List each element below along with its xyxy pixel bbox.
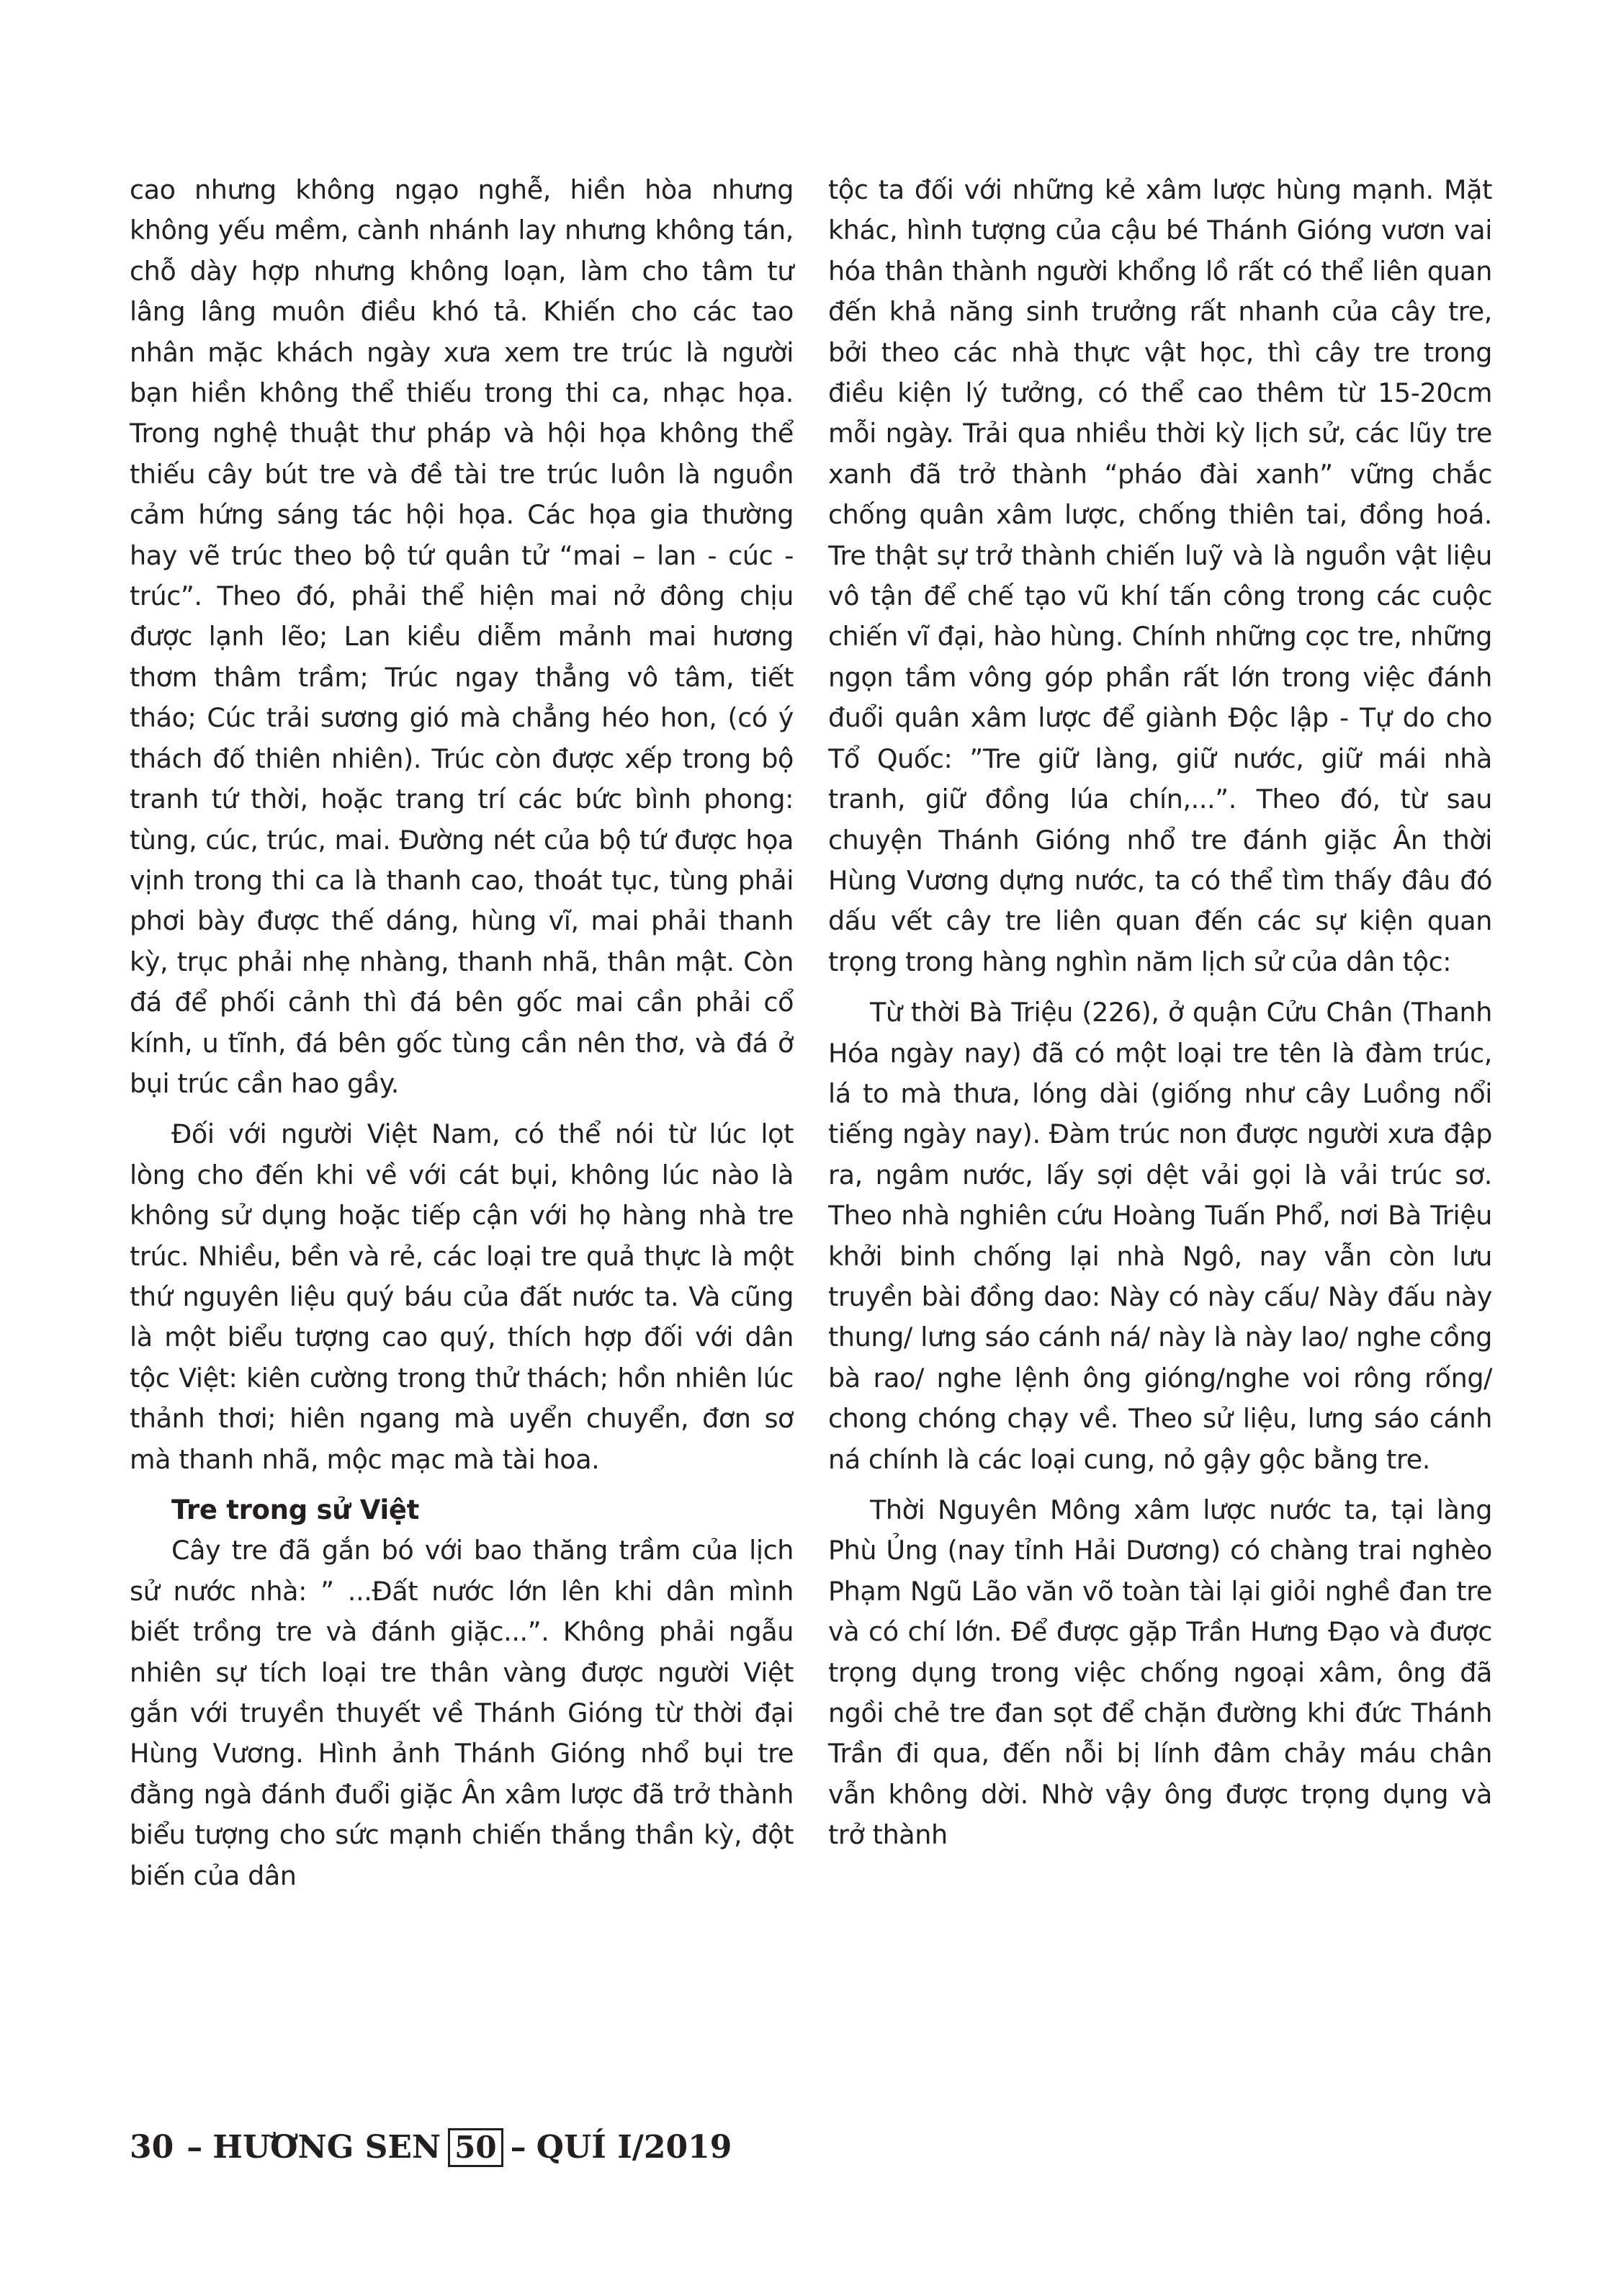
paragraph: Đối với người Việt Nam, có thể nói từ lúc lọt lòng cho đến khi về với cát bụi, không lúc nào là không sử dụng hoặc tiếp cận với họ hàng nhà tre trúc. Nhiều, bền và rẻ, các loại tre quả thực là một thứ nguyên liệu quý báu của đất nước ta. Và cũng là một biểu tượng cao quý, thích hợp đối với dân tộc Việt: kiên cường trong thử thách; hồn nhiên lúc thảnh thơi; hiên ngang mà uyển chuyển, đơn sơ mà thanh nhã, mộc mạc mà tài hoa. <box>130 1118 794 1475</box>
paragraph: Từ thời Bà Triệu (226), ở quận Cửu Chân (Thanh Hóa ngày nay) đã có một loại tre tên là đàm trúc, lá to mà thưa, lóng dài (giống như cây Luồng nổi tiếng ngày nay). Đàm trúc non được người xưa đập ra, ngâm nước, lấy sợi dệt vải gọi là vải trúc sơ. Theo nhà nghiên cứu Hoàng Tuấn Phổ, nơi Bà Triệu khởi binh chống lại nhà Ngô, nay vẫn còn lưu truyền bài đồng dao: Này có này cấu/ Này đấu này thung/ lưng sáo cánh ná/ này là này lao/ nghe cồng bà rao/ nghe lệnh ông gióng/nghe voi rông rống/ chong chóng chạy về. Theo sử liệu, lưng sáo cánh ná chính là các loại cung, nỏ gậy gộc bằng tre. <box>828 997 1492 1475</box>
paragraph: tộc ta đối với những kẻ xâm lược hùng mạnh. Mặt khác, hình tượng của cậu bé Thánh Gióng vươn vai hóa thân thành người khổng lồ rất có thể liên quan đến khả năng sinh trưởng rất nhanh của cây tre, bởi theo các nhà thực vật học, thì cây tre trong điều kiện lý tưởng, có thể cao thêm từ 15-20cm mỗi ngày. Trải qua nhiều thời kỳ lịch sử, các lũy tre xanh đã trở thành “pháo đài xanh” vững chắc chống quân xâm lược, chống thiên tai, đồng hoá. Tre thật sự trở thành chiến luỹ và là nguồn vật liệu vô tận để chế tạo vũ khí tấn công trong các cuộc chiến vĩ đại, hào hùng. Chính những cọc tre, những ngọn tầm vông góp phần rất lớn trong việc đánh đuổi quân xâm lược để giành Độc lập - Tự do cho Tổ Quốc: ”Tre giữ làng, giữ nước, giữ mái nhà tranh, giữ đồng lúa chín,...”. Theo đó, từ sau chuyện Thánh Gióng nhổ tre đánh giặc Ân thời Hùng Vương dựng nước, ta có thể tìm thấy đâu đó dấu vết cây tre liên quan đến các sự kiện quan trọng trong hàng nghìn năm lịch sử của dân tộc: <box>828 174 1492 977</box>
issue-number-box: 50 <box>448 2128 503 2167</box>
section-heading: Tre trong sử Việt <box>171 1494 420 1525</box>
paragraph: cao nhưng không ngạo nghễ, hiền hòa nhưng không yếu mềm, cành nhánh lay nhưng không tán, chỗ dày hợp nhưng không loạn, làm cho tâm tư lâng lâng muôn điều khó tả. Khiến cho các tao nhân mặc khách ngày xưa xem tre trúc là người bạn hiền không thể thiếu trong thi ca, nhạc họa. Trong nghệ thuật thư pháp và hội họa không thể thiếu cây bút tre và đề tài tre trúc luôn là nguồn cảm hứng sáng tác hội họa. Các họa gia thường hay vẽ trúc theo bộ tứ quân tử “mai – lan - cúc - trúc”. Theo đó, phải thể hiện mai nở đông chịu được lạnh lẽo; Lan kiều diễm mảnh mai hương thơm thâm trầm; Trúc ngay thẳng vô tâm, tiết tháo; Cúc trải sương gió mà chẳng héo hon, (có ý thách đố thiên nhiên). Trúc còn được xếp trong bộ tranh tứ thời, hoặc trang trí các bức bình phong: tùng, cúc, trúc, mai. Đường nét của bộ tứ được họa vịnh trong thi ca là thanh cao, thoát tục, tùng phải phơi bày được thế dáng, hùng vĩ, mai phải thanh kỳ, trục phải nhẹ nhàng, thanh nhã, thân mật. Còn đá để phối cảnh thì đá bên gốc mai cần phải cổ kính, u tĩnh, đá bên gốc tùng cần nên thơ, và đá ở bụi trúc cần hao gầy. <box>130 174 794 1099</box>
paragraph: Thời Nguyên Mông xâm lược nước ta, tại làng Phù Ủng (nay tỉnh Hải Dương) có chàng trai nghèo Phạm Ngũ Lão văn võ toàn tài lại giỏi nghề đan tre và có chí lớn. Để được gặp Trần Hưng Đạo và được trọng dụng trong việc chống ngoại xâm, ông đã ngồi chẻ tre đan sọt để chặn đường khi đức Thánh Trần đi qua, đến nỗi bị lính đâm chảy máu chân vẫn không dời. Nhờ vậy ông được trọng dụng và trở thành <box>828 1494 1492 1851</box>
page-footer <box>130 2126 732 2169</box>
footer-dash: – <box>510 2129 526 2166</box>
footer-dash: – <box>187 2129 203 2166</box>
issue-date: QUÍ I/2019 <box>536 2129 732 2166</box>
magazine-name: HƯƠNG SEN <box>212 2129 441 2166</box>
paragraph: Cây tre đã gắn bó với bao thăng trầm của lịch sử nước nhà: ” ...Đất nước lớn lên khi dân mình biết trồng tre và đánh giặc...”. Không phải ngẫu nhiên sự tích loại tre thân vàng được người Việt gắn với truyền thuyết về Thánh Gióng từ thời đại Hùng Vương. Hình ảnh Thánh Gióng nhổ bụi tre đằng ngà đánh đuổi giặc Ân xâm lược đã trở thành biểu tượng cho sức mạnh chiến thắng thần kỳ, đột biến của dân <box>130 1535 794 1891</box>
right-column <box>828 170 1492 1866</box>
page-number: 30 <box>130 2129 174 2166</box>
left-column <box>130 170 794 1906</box>
